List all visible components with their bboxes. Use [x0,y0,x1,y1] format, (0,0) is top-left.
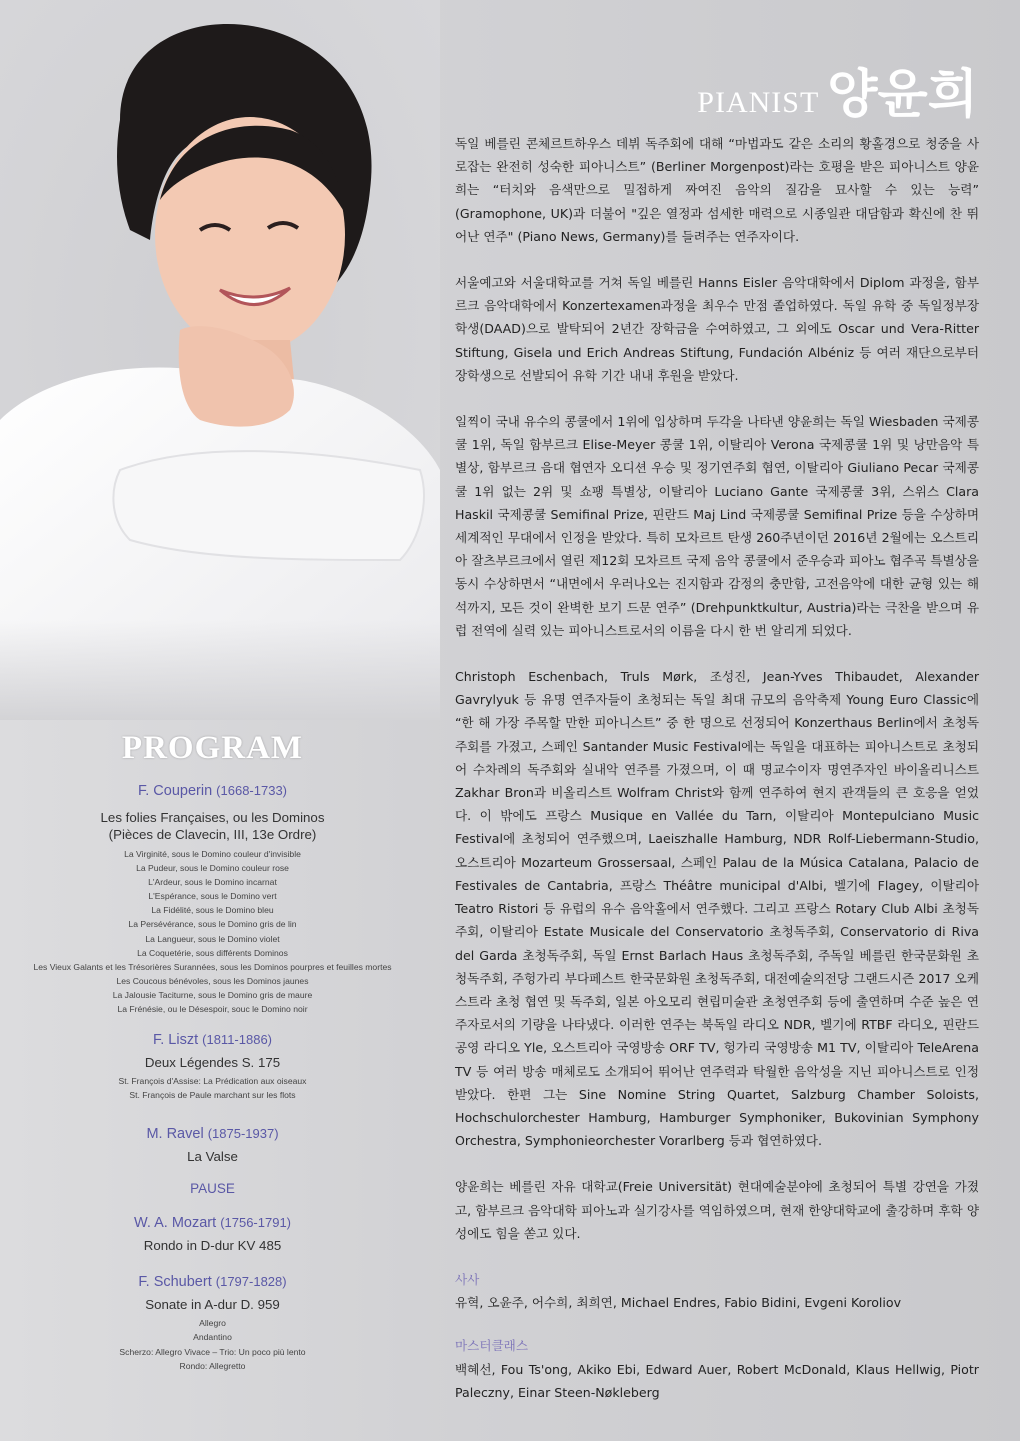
intermission-label: PAUSE [190,1181,235,1197]
composer-couperin: F. Couperin (1668-1733) [137,783,287,799]
masterclass-list: 백혜선, Fou Ts'ong, Akiko Ebi, Edward Auer, Robert McDonald, Klaus Hellwig, Piotr Paleczny, Einar Steen-Nøkleberg [455,1361,979,1400]
movement: Les Coucous bénévoles, sous les Dominos jaunes [116,975,309,986]
bio-paragraph: 일찍이 국내 유수의 콩쿨에서 1위에 입상하며 두각을 나타낸 양윤희는 독일 Wiesbaden 국제콩쿨 1위, 독일 함부르크 Elise-Meyer 콩쿨 1위, 이탈리아 Verona 국제콩쿨 1위 및 낭만음악 특별상, 함부르크 음대 협연자 오디션 우승 및 정기연주회 협연, 이탈리아 Giuliano Pecar 국제콩쿨 1위 없는 2위 및 쇼팽 특별상, 이탈리아 Luciano Gante 국제콩쿨 3위, 스위스 Clara Haskil 국제콩쿨 Semifinal Prize, 핀란드 Maj Lind 국제콩쿨 Semifinal Prize 등을 수상하며 세계적인 무대에서 인정을 받았다. 특히 모차르트 탄생 260주년이던 2016년 2월에는 오스트리아 잘츠부르크에서 열린 제12회 모차르트 국제 음악 콩쿨에서 준우승과 피아노 협주곡 특별상을 동시 수상하면서 “내면에서 우러나오는 진지함과 감정의 충만함, 고전음악에 대한 균형 있는 해석까지, 모든 것이 완벽한 보기 드문 연주” (Drehpunktkultur, Austria)라는 극찬을 받으며 유럽 전역에 실력 있는 피아니스트로서의 이름을 다시 한 번 알리게 되었다. [455,414,979,638]
movement: Rondo: Allegretto [179,1360,246,1371]
composer-ravel: M. Ravel (1875-1937) [146,1126,279,1143]
work-title: Sonate in A-dur D. 959 [145,1297,280,1313]
bio-paragraph: 서울예고와 서울대학교를 거쳐 독일 베를린 Hanns Eisler 음악대학에서 Diplom 과정을, 함부르크 음악대학에서 Konzertexamen과정을 최우수 만점 졸업하였다. 독일 유학 중 독일정부장학생(DAAD)으로 발탁되어 2년간 장학금을 수여하였고, 그 외에도 Oscar und Vera-Ritter Stiftung, Gisela und Erich Andreas Stiftung, Fundación Albéniz 등 여러 재단으로부터 장학생으로 선발되어 유학 기간 내내 후원을 받았다. [455,275,979,383]
work-subtitle: (Pièces de Clavecin, III, 13e Ordre) [108,827,317,842]
work-title: Rondo in D-dur KV 485 [143,1238,282,1254]
movement: La Frénésie, ou le Désespoir, souc le Domino noir [117,1004,308,1015]
teachers-list: 유혁, 오윤주, 어수희, 최희연, Michael Endres, Fabio Bidini, Evgeni Koroliov [455,1295,902,1311]
work-title: La Valse [187,1149,238,1165]
movement: St. François d'Assise: La Prédication aux oiseaux [118,1076,307,1087]
movement: Allegro [199,1318,226,1329]
work-title: Les folies Françaises, ou les Dominos [100,810,325,825]
movement: La Virginité, sous le Domino couleur d'invisible [124,849,301,859]
composer-mozart: W. A. Mozart (1756-1791) [133,1215,292,1232]
movement: St. François de Paule marchant sur les flots [129,1090,296,1101]
role-label: PIANIST [697,86,820,119]
header [697,52,978,127]
movement: La Jalousie Taciturne, sous le Domino gris de maure [112,989,313,1000]
program-title: PROGRAM [121,730,304,766]
bio-paragraph: 양윤희는 베를린 자유 대학교(Freie Universität) 현대예술분야에 초청되어 특별 강연을 가졌고, 함부르크 음악대학 피아노과 실기강사를 역임하였으며, 현재 한양대학교에 출강하며 후학 양성에도 힘을 쏟고 있다. [455,1179,979,1241]
movement: La Pudeur, sous le Domino couleur rose [136,863,289,874]
composer-schubert: F. Schubert (1797-1828) [138,1274,287,1291]
movement: Scherzo: Allegro Vivace – Trio: Un poco più lento [119,1346,306,1357]
artist-name: 양윤희 [827,65,978,125]
work-title: Deux Légendes S. 175 [144,1055,281,1071]
bio-paragraph: 독일 베를린 콘체르트하우스 데뷔 독주회에 대해 “마법과도 같은 소리의 황홀경으로 청중을 사로잡는 완전히 성숙한 피아니스트” (Berliner Morgenpost)라는 호평을 받은 피아니스트 양윤희는 “터치와 음색만으로 밀접하게 짜여진 음악의 질감을 묘사할 수 있는 능력” (Gramophone, UK)과 더불어 "깊은 열정과 섬세한 매력으로 시종일관 대담함과 확신에 찬 뛰어난 연주" (Piano News, Germany)를 들려주는 연주자이다. [455,136,979,244]
movement: La Persévérance, sous le Domino gris de lin [128,919,297,930]
biography [455,132,979,1424]
movement: L'Ardeur, sous le Domino incarnat [148,877,277,888]
movement: Andantino [193,1332,232,1343]
movement: La Fidélité, sous le Domino bleu [151,905,274,916]
bio-paragraph: Christoph Eschenbach, Truls Mørk, 조성진, Jean-Yves Thibaudet, Alexander Gavrylyuk 등 유명 연주자들이 초청되는 독일 최대 규모의 음악축제 Young Euro Classic에 “한 해 가장 주목할 만한 피아니스트” 중 한 명으로 선정되어 Konzerthaus Berlin에서 초청독주회를 가졌고, 스페인 Santander Music Festival에는 독일을 대표하는 피아니스트로 초청되어 수차례의 독주회와 실내악 연주를 가졌으며, 이 때 명교수이자 명연주자인 바이올리니스트 Zakhar Bron과 비올리스트 Wolfram Christ와 함께 연주하여 현지 관객들의 큰 호응을 얻었다. 이 밖에도 프랑스 Musique en Vallée du Tarn, 이탈리아 Montepulciano Music Festival에 초청되어 연주했으며, Laeiszhalle Hamburg, NDR Rolf-Liebermann-Studio, 오스트리아 Mozarteum Grossersaal, 스페인 Palau de la Música Catalana, Palacio de Festivales de Cantabria, 프랑스 Théâtre municipal d'Albi, 벨기에 Flagey, 이탈리아 Teatro Ristori 등 유럽의 유수 음악홀에서 연주했다. 그리고 프랑스 Rotary Club Albi 초청독주회, 이탈리아 Estate Musicale del Conservatorio 초청독주회, Conservatorio di Riva del Garda 초청독주회, 독일 Ernst Barlach Haus 초청독주회, 주독일 베를린 한국문화원 초청독주회, 주헝가리 부다페스트 한국문화원 초청독주회, 대전예술의전당 그랜드시즌 2017 오케스트라 초청 협연 및 독주회, 일본 아오모리 현립미술관 초청연주회 등에 출연하며 수준 높은 연주자로서의 기량을 나타냈다. 이러한 연주는 북독일 라디오 NDR, 벨기에 RTBF 라디오, 핀란드 공영 라디오 Yle, 오스트리아 국영방송 ORF TV, 헝가리 국영방송 M1 TV, 이탈리아 TeleArena TV 등 여러 방송 매체로도 소개되어 뛰어난 연주력과 탁월한 음악성을 지닌 피아니스트로 인정받았다. 한편 그는 Sine Nomine String Quartet, Salzburg Chamber Soloists, Hochschulorchester Hamburg, Hamburger Symphoniker, Bukovinian Symphony Orchestra, Symphonieorchester Vorarlberg 등과 협연하였다. [455,669,979,1149]
movement: La Langueur, sous le Domino violet [145,933,280,944]
movement: La Coquetérie, sous différents Dominos [137,947,288,958]
teachers-title: 사사 [455,1271,480,1287]
movement: Les Vieux Galants et les Trésorières Surannées, sous les Dominos pourpres et feuilles mortes [33,961,392,972]
program [0,730,425,1373]
movement: L'Espérance, sous le Domino vert [148,891,277,902]
pianist-portrait [0,0,440,720]
composer-liszt: F. Liszt (1811-1886) [152,1032,273,1049]
masterclass-title: 마스터클래스 [455,1338,528,1354]
